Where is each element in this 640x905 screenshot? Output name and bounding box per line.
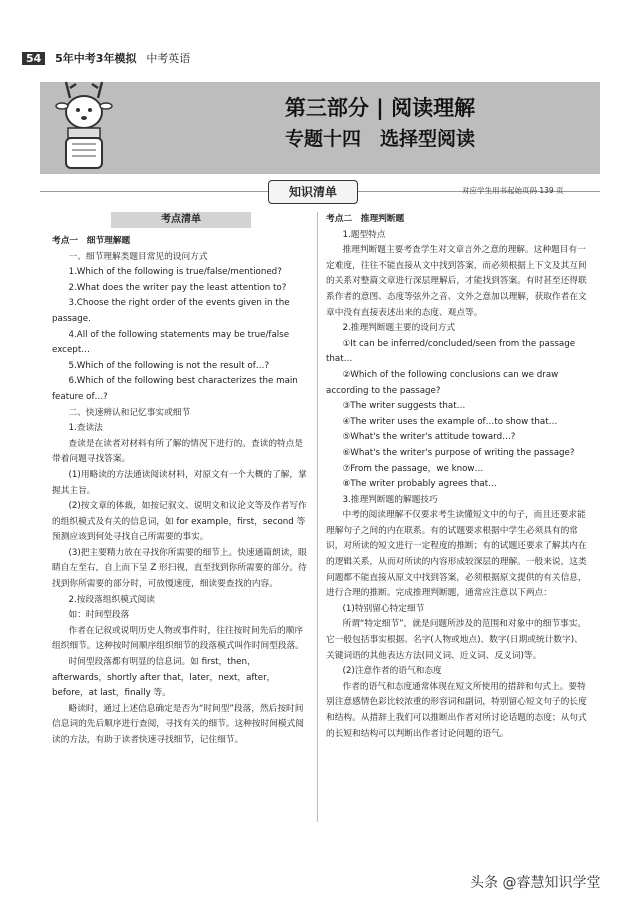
part-title: 第三部分 | 阅读理解 [284, 96, 476, 120]
left-paragraph: 5.Which of the following is not the result of…? [68, 360, 270, 371]
right-paragraph: 推理判断题主要考查学生对文章言外之意的理解。这种题目有一定难度，往往不能直接从文中找到答案，而必须根据上下文及其互间的关系对整篇文章进行深层理解后，才能找到答案。有时甚至还得联系作者的意图、态度等弦外之音、文外之意加以理解，获取作者在文章中没有直接表述出来的态度、观点等。 [326, 245, 587, 318]
left-paragraph: 4.All of the following statements may be true/false except… [52, 329, 290, 356]
page-number: 54 [22, 52, 45, 65]
exam-points-label: 考点清单 [111, 212, 251, 228]
left-paragraph: 查读是在读者对材料有所了解的情况下进行的。查读的特点是带着问题寻找答案。 [52, 438, 304, 465]
right-paragraph: 作者的语气和态度通常体现在短文所使用的措辞和句式上。要特别注意感情色彩比较浓重的形容词和副词，特别留心短文句子的长度和结构。从措辞上我们可以推断出作者对所讨论话题的态度；从句式的长短和结构可以判断出作者讨论问题的语气。 [326, 681, 587, 739]
right-paragraph: ②Which of the following conclusions can we draw according to the passage? [326, 369, 559, 396]
right-paragraph: ③The writer suggests that… [342, 401, 466, 412]
left-paragraph: 作者在记叙或说明历史人物或事件时，往往按时间先后的顺序组织细节。这种按时间顺序组织细节的段落模式叫作时间型段落。 [52, 625, 304, 652]
left-paragraph: 3.Choose the right order of the events given in the passage. [52, 298, 290, 324]
right-paragraph: 考点二 推理判断题 [326, 214, 405, 224]
left-paragraph: 考点一 细节理解题 [52, 236, 131, 246]
left-paragraph: 时间型段落都有明显的信息词。如 first，then，afterwards，shortly after that，later，next，after，before，at last，finally 等。 [52, 657, 276, 699]
left-paragraph: 1.Which of the following is true/false/mentioned? [68, 267, 282, 278]
right-paragraph: 所谓“特定细节”，就是问题所涉及的范围和对象中的细节事实。它一般包括事实根据、名字(人物或地点)、数字(日期或统计数字)、关键词语的其他表达方法(同义词、近义词、反义词)等。 [326, 619, 587, 661]
right-paragraph: 中考的阅读理解不仅要求考生读懂短文中的句子，而且还要求能理解句子之间的内在联系。有的试题要求根据中学生必须具有的常识，对所读的短文进行一定程度的推断；有的试题还要求了解其内在的逻辑关系，从而对所读的内容形成较深层的理解。一般来说，这类问题都不能直接从原文中找到答案，必须根据原文提供的有关信息，进行合理的推断。完成推理判断题，通常应注意以下两点： [326, 510, 587, 599]
right-paragraph: (1)特别留心特定细节 [342, 603, 425, 614]
column-divider [317, 212, 318, 822]
right-paragraph: ④The writer uses the example of…to show that… [342, 416, 558, 427]
right-paragraph: ⑧The writer probably agrees that… [342, 479, 497, 490]
left-paragraph: 二、快速辨认和记忆事实或细节 [68, 407, 191, 418]
right-paragraph: 2.推理判断题主要的设问方式 [342, 323, 456, 334]
left-paragraph: 略读时，通过上述信息确定是否为“时间型”段落，然后按时间信息词的先后顺序进行查阅，寻找有关的细节。这种按时间模式阅读的方法，有助于读者快速寻找细节，记住细节。 [52, 703, 304, 745]
left-column [52, 212, 310, 749]
topic-title: 专题十四 选择型阅读 [284, 128, 475, 150]
subject-label: 中考英语 [146, 52, 191, 65]
right-paragraph: 1.题型特点 [342, 229, 386, 240]
right-paragraph: ⑥What's the writer's purpose of writing the passage? [342, 447, 575, 458]
watermark: 头条 @睿慧知识学堂 [470, 875, 601, 891]
left-paragraph: (3)把主要精力放在寻找你所需要的细节上。快速通篇朗读，眼睛自左至右，自上而下呈 Z 形扫视，直至找到你所需要的部分。待找到你所需要的部分时，可放慢速度，细读要查找的内容。 [52, 547, 307, 590]
left-paragraph: 2.What does the writer pay the least attention to? [68, 282, 287, 293]
right-paragraph: 3.推理判断题的解题技巧 [342, 494, 438, 505]
left-paragraph: (2)按文章的体裁，如按记叙文、说明文和议论文等及作者写作的组织模式及有关的信息词，如 for example，first，second 等预测应该到何处寻找自己所需要的事实。 [52, 501, 307, 543]
left-paragraph: 6.Which of the following best characterizes the main feature of…? [52, 376, 298, 402]
right-column [326, 212, 588, 742]
left-paragraph: (1)用略读的方法通读阅读材料，对原文有一个大概的了解，掌握其主旨。 [52, 469, 307, 496]
right-paragraph: (2)注意作者的语气和态度 [342, 666, 442, 677]
left-paragraph: 一、细节理解类题目常见的设问方式 [68, 251, 208, 262]
right-paragraph: ①It can be inferred/concluded/seen from the passage that… [326, 338, 576, 365]
running-header [22, 50, 190, 66]
reference-note: 对应学生用书起始页码 139 页 [462, 186, 564, 195]
right-paragraph: ⑦From the passage，we know… [342, 463, 484, 474]
knowledge-list-label: 知识清单 [268, 180, 358, 204]
left-paragraph: 如：时间型段落 [68, 610, 130, 621]
left-paragraph: 1.查读法 [68, 423, 103, 434]
right-paragraph: ⑤What's the writer's attitude toward…? [342, 432, 516, 443]
book-title: 5年中考3年模拟 [55, 52, 137, 65]
left-paragraph: 2.按段落组织模式阅读 [68, 594, 155, 605]
deer-mascot-icon [46, 74, 124, 176]
